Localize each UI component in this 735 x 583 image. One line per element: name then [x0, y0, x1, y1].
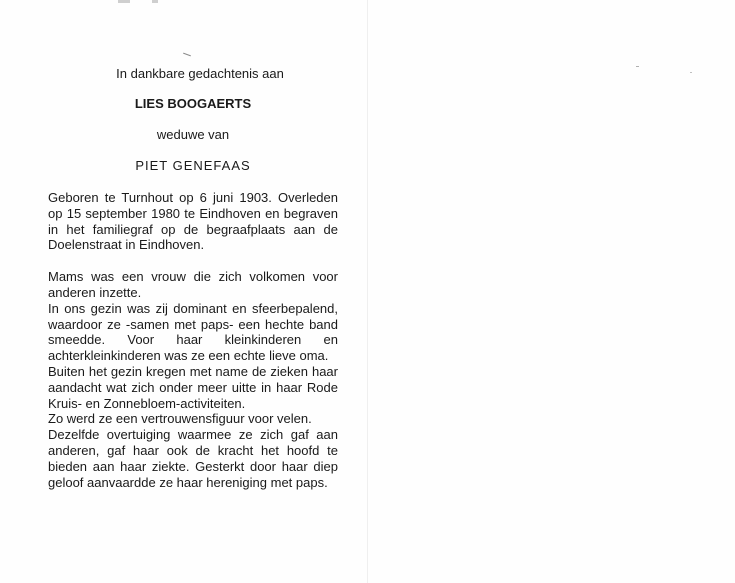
- card-text-page: [48, 66, 338, 490]
- husband-name: PIET GENEFAAS: [135, 158, 251, 173]
- tribute-paragraph: In ons gezin was zij dominant en sfeerbepalend, waardoor ze -samen met paps- een hechte band smeedde. Voor haar kleinkinderen en achterkleinkinderen was ze een echte lieve oma.: [48, 300, 338, 364]
- print-speck: [690, 72, 692, 73]
- tribute-paragraph: Mams was een vrouw die zich volkomen voor anderen inzette.: [48, 269, 338, 300]
- intro-line: In dankbare gedachtenis aan: [116, 66, 284, 81]
- print-speck: [118, 0, 130, 3]
- tribute-paragraph: Zo werd ze een vertrouwensfiguur voor velen.: [48, 411, 312, 427]
- print-speck: [636, 66, 639, 67]
- tribute-paragraph: Dezelfde overtuiging waarmee ze zich gaf aan anderen, gaf haar ook de kracht het hoofd te bieden aan haar ziekte. Gesterkt door haar diep geloof aanvaardde ze haar hereniging met paps.: [48, 427, 338, 490]
- print-speck: [183, 53, 191, 57]
- tribute-paragraph: Buiten het gezin kregen met name de zieken haar aandacht wat zich onder meer uitte in haar Rode Kruis- en Zonnebloem-activiteiten.: [48, 363, 338, 411]
- print-speck: [152, 0, 158, 3]
- widow-of-line: weduwe van: [156, 127, 230, 142]
- birth-death-paragraph: Geboren te Turnhout op 6 juni 1903. Overleden op 15 september 1980 te Eindhoven en begraven in het familiegraf op de begraafplaats aan de Doelenstraat in Eindhoven.: [48, 190, 338, 253]
- card-fold: [367, 0, 368, 583]
- deceased-name: LIES BOOGAERTS: [134, 96, 252, 111]
